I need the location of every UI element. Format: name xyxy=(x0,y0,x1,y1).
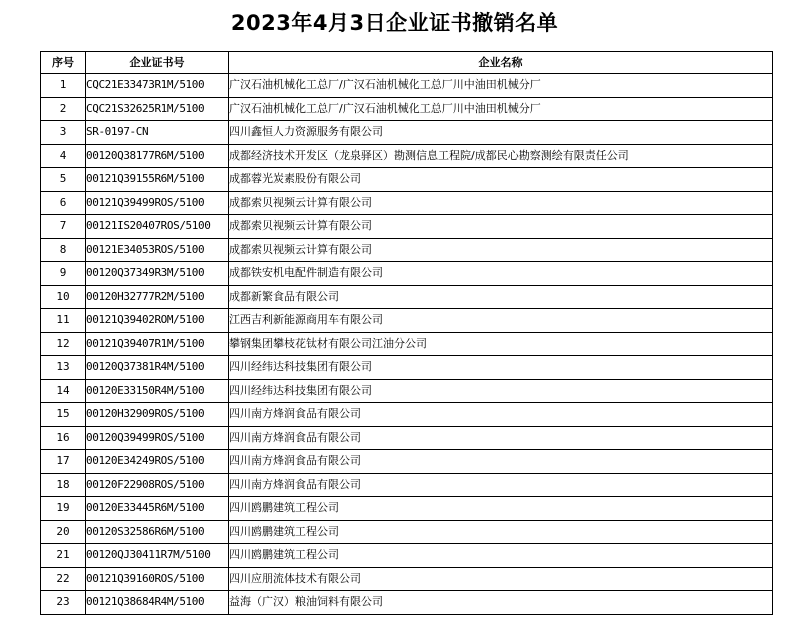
cert-number-cell: 00120S32586R6M/5100 xyxy=(86,520,229,544)
table-row xyxy=(41,144,773,168)
table-row xyxy=(41,309,773,333)
table-row xyxy=(41,215,773,239)
company-name-cell: 成都索贝视频云计算有限公司 xyxy=(229,238,773,262)
company-name-cell: 江西吉利新能源商用车有限公司 xyxy=(229,309,773,333)
row-index-cell: 16 xyxy=(41,426,86,450)
header-company: 企业名称 xyxy=(229,52,773,74)
table-body xyxy=(41,74,773,615)
table-row xyxy=(41,403,773,427)
cert-number-cell: 00120F22908ROS/5100 xyxy=(86,473,229,497)
table-row xyxy=(41,544,773,568)
company-name-cell: 攀钢集团攀枝花钛材有限公司江油分公司 xyxy=(229,332,773,356)
cert-number-cell: 00121Q39402ROM/5100 xyxy=(86,309,229,333)
company-name-cell: 成都新繁食品有限公司 xyxy=(229,285,773,309)
table-row xyxy=(41,473,773,497)
table-row xyxy=(41,285,773,309)
row-index-cell: 21 xyxy=(41,544,86,568)
company-name-cell: 成都索贝视频云计算有限公司 xyxy=(229,191,773,215)
cert-number-cell: 00120E33150R4M/5100 xyxy=(86,379,229,403)
table-row xyxy=(41,191,773,215)
company-name-cell: 四川鸥鹏建筑工程公司 xyxy=(229,544,773,568)
table-row xyxy=(41,74,773,98)
company-name-cell: 四川南方烽润食品有限公司 xyxy=(229,450,773,474)
header-cert-no: 企业证书号 xyxy=(86,52,229,74)
cert-number-cell: 00121Q39407R1M/5100 xyxy=(86,332,229,356)
cert-number-cell: 00120E34249ROS/5100 xyxy=(86,450,229,474)
company-name-cell: 四川南方烽润食品有限公司 xyxy=(229,473,773,497)
row-index-cell: 15 xyxy=(41,403,86,427)
row-index-cell: 19 xyxy=(41,497,86,521)
row-index-cell: 23 xyxy=(41,591,86,615)
table-row xyxy=(41,356,773,380)
company-name-cell: 成都铁安机电配件制造有限公司 xyxy=(229,262,773,286)
company-name-cell: 四川鑫恒人力资源服务有限公司 xyxy=(229,121,773,145)
cert-number-cell: 00120H32777R2M/5100 xyxy=(86,285,229,309)
row-index-cell: 5 xyxy=(41,168,86,192)
cert-number-cell: 00120Q39499ROS/5100 xyxy=(86,426,229,450)
table-header-row xyxy=(41,52,773,74)
company-name-cell: 四川应朋流体技术有限公司 xyxy=(229,567,773,591)
cert-number-cell: SR-0197-CN xyxy=(86,121,229,145)
row-index-cell: 12 xyxy=(41,332,86,356)
table-row xyxy=(41,332,773,356)
row-index-cell: 2 xyxy=(41,97,86,121)
row-index-cell: 8 xyxy=(41,238,86,262)
table-row xyxy=(41,238,773,262)
company-name-cell: 益海（广汉）粮油饲料有限公司 xyxy=(229,591,773,615)
table-row xyxy=(41,497,773,521)
company-name-cell: 四川南方烽润食品有限公司 xyxy=(229,426,773,450)
row-index-cell: 18 xyxy=(41,473,86,497)
row-index-cell: 1 xyxy=(41,74,86,98)
table-row xyxy=(41,168,773,192)
table-row xyxy=(41,450,773,474)
table-row xyxy=(41,379,773,403)
row-index-cell: 22 xyxy=(41,567,86,591)
table-row xyxy=(41,520,773,544)
row-index-cell: 11 xyxy=(41,309,86,333)
cert-number-cell: 00120Q37349R3M/5100 xyxy=(86,262,229,286)
company-name-cell: 四川鸥鹏建筑工程公司 xyxy=(229,497,773,521)
cert-number-cell: 00120E33445R6M/5100 xyxy=(86,497,229,521)
table-row xyxy=(41,591,773,615)
cert-number-cell: 00120QJ30411R7M/5100 xyxy=(86,544,229,568)
table-row xyxy=(41,121,773,145)
cert-number-cell: 00120Q38177R6M/5100 xyxy=(86,144,229,168)
company-name-cell: 四川经纬达科技集团有限公司 xyxy=(229,379,773,403)
cert-number-cell: 00120H32909ROS/5100 xyxy=(86,403,229,427)
row-index-cell: 6 xyxy=(41,191,86,215)
company-name-cell: 成都蓉光炭素股份有限公司 xyxy=(229,168,773,192)
company-name-cell: 四川经纬达科技集团有限公司 xyxy=(229,356,773,380)
table-row xyxy=(41,97,773,121)
company-name-cell: 成都经济技术开发区（龙泉驿区）勘测信息工程院/成都民心勘察测绘有限责任公司 xyxy=(229,144,773,168)
revocation-table xyxy=(40,51,773,615)
cert-number-cell: 00121IS20407ROS/5100 xyxy=(86,215,229,239)
company-name-cell: 成都索贝视频云计算有限公司 xyxy=(229,215,773,239)
table-row xyxy=(41,426,773,450)
cert-number-cell: CQC21S32625R1M/5100 xyxy=(86,97,229,121)
company-name-cell: 广汉石油机械化工总厂/广汉石油机械化工总厂川中油田机械分厂 xyxy=(229,74,773,98)
cert-number-cell: 00121E34053ROS/5100 xyxy=(86,238,229,262)
row-index-cell: 20 xyxy=(41,520,86,544)
table-row xyxy=(41,262,773,286)
row-index-cell: 3 xyxy=(41,121,86,145)
row-index-cell: 17 xyxy=(41,450,86,474)
table-row xyxy=(41,567,773,591)
row-index-cell: 4 xyxy=(41,144,86,168)
cert-number-cell: 00121Q39499ROS/5100 xyxy=(86,191,229,215)
page-title: 2023年4月3日企业证书撤销名单 xyxy=(230,11,559,35)
row-index-cell: 10 xyxy=(41,285,86,309)
company-name-cell: 广汉石油机械化工总厂/广汉石油机械化工总厂川中油田机械分厂 xyxy=(229,97,773,121)
row-index-cell: 14 xyxy=(41,379,86,403)
company-name-cell: 四川南方烽润食品有限公司 xyxy=(229,403,773,427)
cert-number-cell: CQC21E33473R1M/5100 xyxy=(86,74,229,98)
header-index: 序号 xyxy=(41,52,86,74)
company-name-cell: 四川鸥鹏建筑工程公司 xyxy=(229,520,773,544)
cert-number-cell: 00121Q39160ROS/5100 xyxy=(86,567,229,591)
row-index-cell: 13 xyxy=(41,356,86,380)
cert-number-cell: 00121Q38684R4M/5100 xyxy=(86,591,229,615)
row-index-cell: 7 xyxy=(41,215,86,239)
cert-number-cell: 00121Q39155R6M/5100 xyxy=(86,168,229,192)
cert-number-cell: 00120Q37381R4M/5100 xyxy=(86,356,229,380)
row-index-cell: 9 xyxy=(41,262,86,286)
